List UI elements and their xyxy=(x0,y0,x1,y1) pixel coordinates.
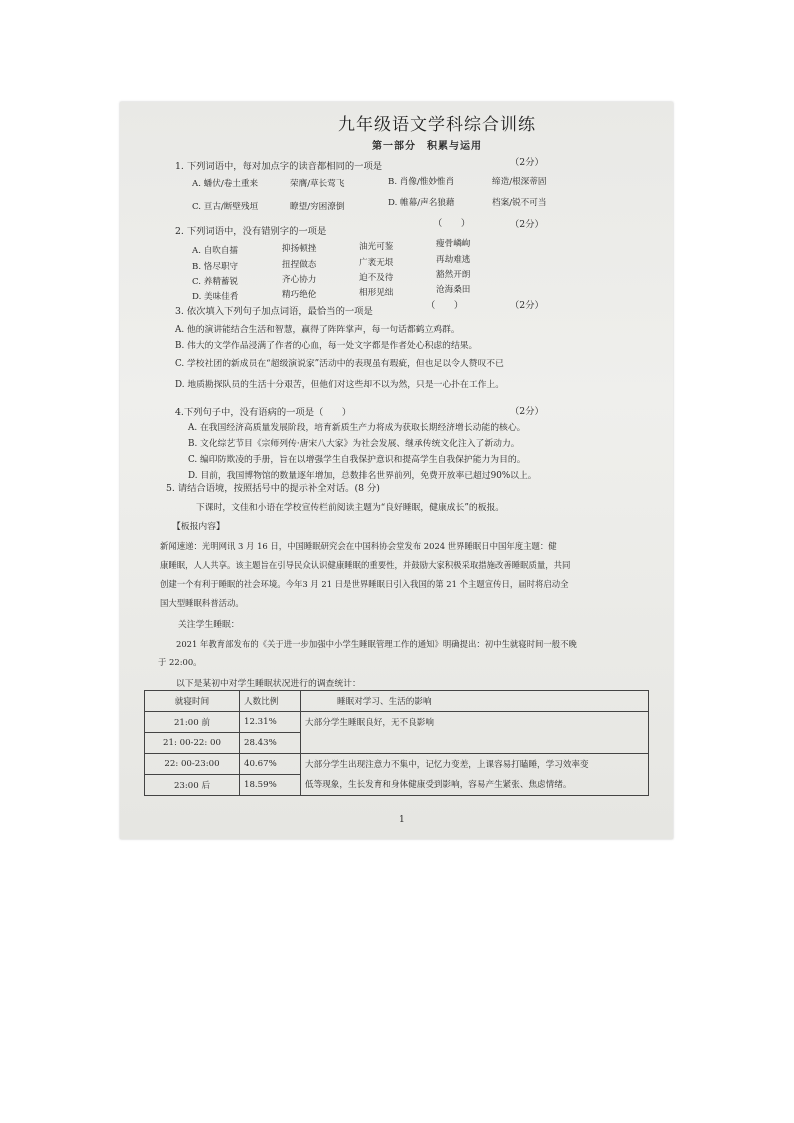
effect-bad-cell xyxy=(301,754,649,796)
q2-row-a-2: 抑扬顿挫 xyxy=(282,244,317,254)
q3-option-b: B. 伟大的文学作品浸满了作者的心血，每一处文字都是作者处心积虑的结果。 xyxy=(175,341,478,351)
q3-option-c: C. 学校社团的新成员在“超级演说家”活动中的表现虽有瑕疵，但也足以令人赞叹不已 xyxy=(175,359,504,369)
q3-stem: 3. 依次填入下列句子加点词语，最恰当的一项是 xyxy=(175,306,373,317)
q1-opt-c2: 瞭望/穷困潦倒 xyxy=(290,202,345,212)
ratio-cell: 18.59% xyxy=(240,775,301,796)
news-line-3: 创建一个有利于睡眠的社会环境。今年3 月 21 日是世界睡眠日引入我国的第 21 个主题宣传日，届时将启动全 xyxy=(160,579,569,589)
table-row xyxy=(145,712,649,733)
ratio-cell: 40.67% xyxy=(240,754,301,775)
q1-opt-b2: 缔造/根深蒂固 xyxy=(492,177,547,187)
header-effect: 睡眠对学习、生活的影响 xyxy=(301,691,649,712)
table-row xyxy=(145,754,649,775)
q3-points: （2分） xyxy=(510,300,544,311)
q2-row-a-4: 瘦骨嶙峋 xyxy=(436,239,471,249)
q5-stem: 5. 请结合语境，按照括号中的提示补全对话。(8 分) xyxy=(166,483,380,494)
news-line-4: 国大型睡眠科普活动。 xyxy=(160,598,244,608)
q2-row-b-4: 再劫难逃 xyxy=(436,255,471,265)
q2-row-d-4: 沧海桑田 xyxy=(436,285,471,295)
q1-opt-d2: 档案/锐不可当 xyxy=(492,198,547,208)
q4-stem: 4.下列句子中，没有语病的一项是（ ） xyxy=(175,407,352,418)
section-heading: 第一部分 积累与运用 xyxy=(372,141,482,152)
q1-opt-c1: C. 亘古/断壁残垣 xyxy=(192,202,259,212)
ratio-cell: 12.31% xyxy=(240,712,301,733)
q2-row-d-1: D. 美味佳肴 xyxy=(192,292,239,302)
bedtime-cell: 21: 00-22: 00 xyxy=(145,733,240,754)
q1-opt-a2: 荣膺/草长莺飞 xyxy=(290,179,345,189)
q2-row-a-1: A. 自吹自擂 xyxy=(192,246,239,256)
effect-bad-line-1: 大部分学生出现注意力不集中，记忆力变差，上课容易打瞌睡，学习效率变 xyxy=(305,759,589,770)
bedtime-cell: 22: 00-23:00 xyxy=(145,754,240,775)
notice-line-1: 2021 年教育部发布的《关于进一步加强中小学生睡眠管理工作的通知》明确提出：初中生就寝时间一般不晚 xyxy=(176,639,577,649)
q5-intro: 下课时，文佳和小语在学校宣传栏前阅读主题为“良好睡眠，健康成长”的板报。 xyxy=(196,503,505,513)
q1-opt-d1: D. 帷幕/声名狼藉 xyxy=(388,198,455,208)
q2-row-d-2: 精巧绝伦 xyxy=(282,290,317,300)
table-intro: 以下是某初中对学生睡眠状况进行的调查统计： xyxy=(176,679,361,689)
page-number: 1 xyxy=(399,815,405,825)
q2-row-a-3: 油光可鉴 xyxy=(359,242,394,252)
focus-heading: 关注学生睡眠： xyxy=(178,620,240,630)
q1-points: （2分） xyxy=(510,157,544,168)
bedtime-cell: 23:00 后 xyxy=(145,775,240,796)
q2-row-c-2: 齐心协力 xyxy=(282,275,317,285)
q2-row-b-2: 扭捏做态 xyxy=(282,260,317,270)
q2-points: （2分） xyxy=(510,219,544,230)
q2-row-c-3: 迫不及待 xyxy=(359,273,394,283)
bedtime-cell: 21:00 前 xyxy=(145,712,240,733)
q4-points: （2分） xyxy=(510,406,544,417)
table-header-row xyxy=(145,691,649,712)
q2-row-b-3: 广袤无垠 xyxy=(359,258,394,268)
q2-row-c-1: C. 养精蓄锐 xyxy=(192,277,239,287)
board-title: 【板报内容】 xyxy=(172,522,225,532)
q4-option-c: C. 编印防欺凌的手册，旨在以增强学生自我保护意识和提高学生自我保护能力为目的。 xyxy=(188,455,526,465)
effect-bad-line-2: 低等现象，生长发育和身体健康受到影响，容易产生紧张、焦虑情绪。 xyxy=(305,779,572,790)
q3-answer-paren: （ ） xyxy=(426,300,464,311)
q1-stem: 1. 下列词语中，每对加点字的读音都相同的一项是 xyxy=(175,161,383,172)
sleep-survey-table xyxy=(144,690,649,796)
header-ratio: 人数比例 xyxy=(240,691,301,712)
q2-row-d-3: 相形见绌 xyxy=(359,288,394,298)
q1-opt-b1: B. 肖像/惟妙惟肖 xyxy=(388,177,455,187)
q3-option-d: D. 地质勘探队员的生活十分艰苦，但他们对这些却不以为然，只是一心扑在工作上。 xyxy=(175,380,505,390)
news-line-1: 新闻速递：光明网讯 3 月 16 日，中国睡眠研究会在中国科协会堂发布 2024 世界睡眠日中国年度主题：健 xyxy=(160,541,557,551)
q1-opt-a1: A. 蟠伏/卷土重来 xyxy=(192,179,259,189)
page-title: 九年级语文学科综合训练 xyxy=(338,115,536,135)
q3-option-a: A. 他的演讲能结合生活和智慧，赢得了阵阵掌声，每一句话都鹤立鸡群。 xyxy=(175,325,460,335)
q2-answer-paren: （ ） xyxy=(433,218,471,229)
q2-stem: 2. 下列词语中，没有错别字的一项是 xyxy=(175,226,327,237)
q2-row-c-4: 豁然开朗 xyxy=(436,270,471,280)
q4-option-a: A. 在我国经济高质量发展阶段，培育新质生产力将成为获取长期经济增长动能的核心。 xyxy=(188,423,526,433)
q4-option-b: B. 文化综艺节目《宗师列传·唐宋八大家》为社会发展、继承传统文化注入了新动力。 xyxy=(188,439,520,449)
q4-option-d: D. 目前，我国博物馆的数量逐年增加，总数排名世界前列，免费开放率已超过90%以上。 xyxy=(188,471,537,481)
effect-good-cell: 大部分学生睡眠良好，无不良影响 xyxy=(301,712,649,754)
news-line-2: 康睡眠，人人共享。该主题旨在引导民众认识健康睡眠的重要性，并鼓励大家积极采取措施改善睡眠质量，共同 xyxy=(160,560,571,570)
notice-line-2: 于 22:00。 xyxy=(158,657,202,667)
header-bedtime: 就寝时间 xyxy=(145,691,240,712)
ratio-cell: 28.43% xyxy=(240,733,301,754)
q2-row-b-1: B. 恪尽职守 xyxy=(192,262,239,272)
